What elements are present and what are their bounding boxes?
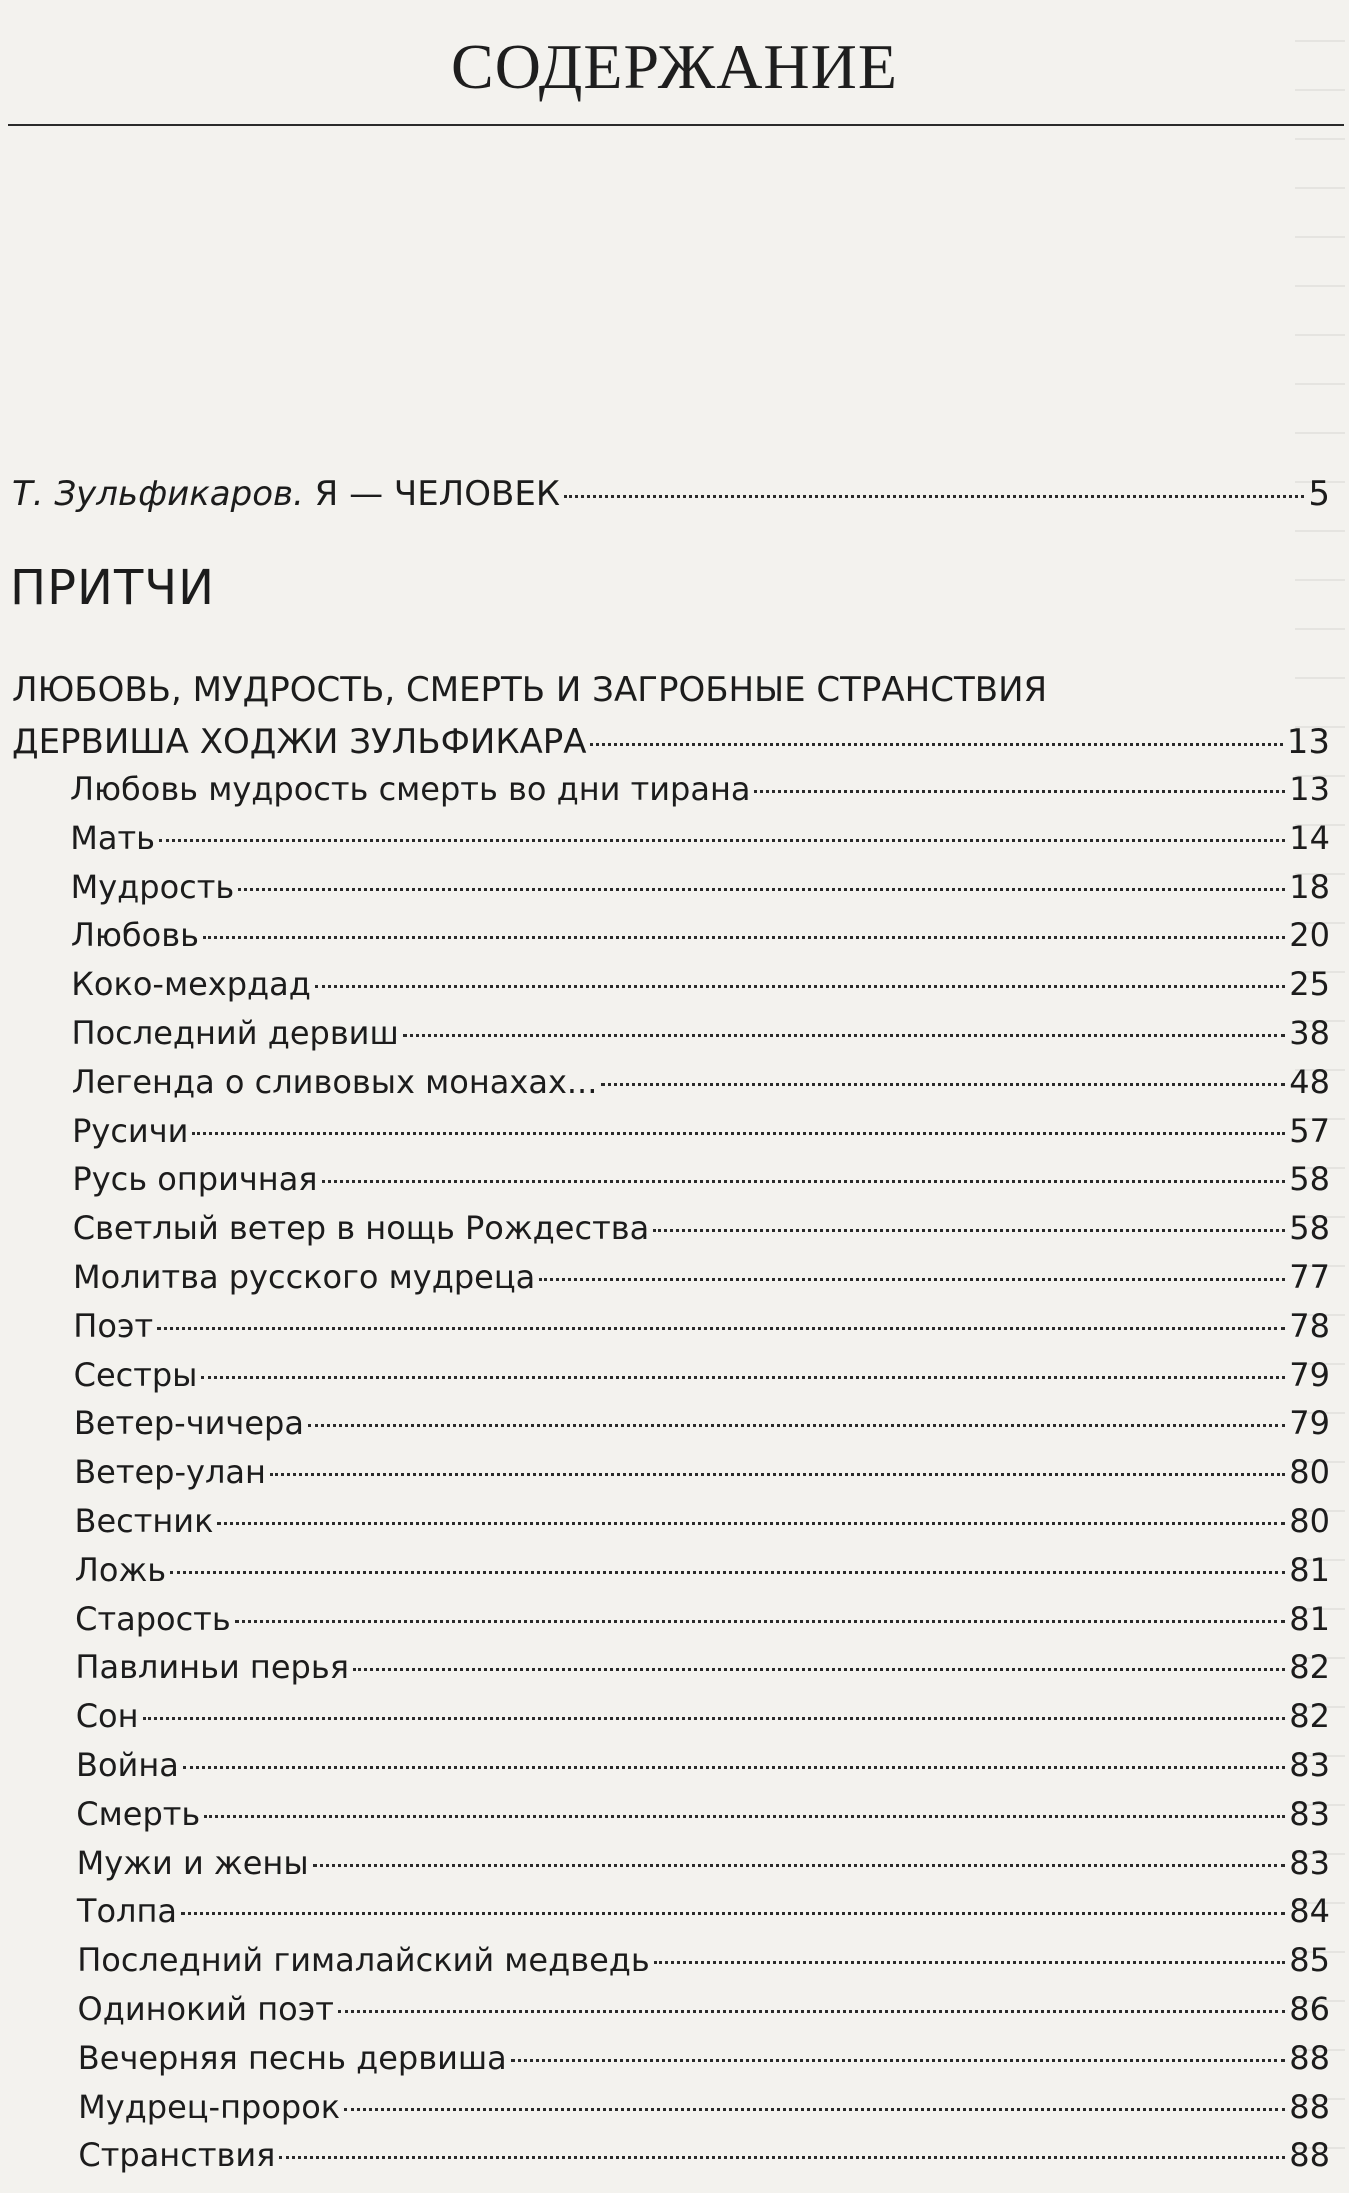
toc-entry: [70, 1204, 1330, 1253]
toc-entry: [70, 2034, 1330, 2083]
toc-entry-page: 20: [1289, 916, 1330, 955]
toc-entry-page: 83: [1289, 1794, 1330, 1833]
toc-entry-title: Странствия: [78, 2136, 276, 2175]
dot-leader: [315, 985, 1285, 988]
toc-entry-page: 83: [1289, 1745, 1330, 1784]
toc-entry: [70, 911, 1330, 960]
toc-entry-title: Война: [76, 1745, 179, 1784]
toc-entry-title: Последний гималайский медведь: [77, 1941, 650, 1980]
dot-leader: [313, 1864, 1286, 1867]
dot-leader: [308, 1424, 1285, 1427]
toc-entry: [70, 1936, 1330, 1985]
toc-entry-page: 79: [1289, 1355, 1330, 1394]
dot-leader: [590, 743, 1282, 746]
page-title: СОДЕРЖАНИЕ: [451, 31, 898, 102]
toc-entry-title: Мудрость: [70, 867, 235, 906]
intro-page: 5: [1308, 474, 1330, 514]
toc-entry-page: 86: [1289, 1989, 1330, 2028]
toc-entry-title: Сон: [75, 1697, 139, 1736]
toc-list: [70, 765, 1330, 2180]
dot-leader: [235, 1620, 1286, 1623]
dot-leader: [192, 1132, 1285, 1135]
toc-entry: [70, 1009, 1330, 1058]
toc-entry: [70, 1790, 1330, 1839]
dot-leader: [159, 839, 1285, 842]
toc-entry: [70, 1497, 1330, 1546]
toc-entry: [70, 765, 1330, 814]
toc-entry-page: 81: [1289, 1550, 1330, 1589]
toc-entry-title: Смерть: [76, 1794, 201, 1833]
dot-leader: [338, 2010, 1285, 2013]
dot-leader: [157, 1327, 1285, 1330]
toc-entry-page: 58: [1289, 1160, 1330, 1199]
dot-leader: [654, 1961, 1286, 1964]
toc-entry: [70, 1058, 1330, 1107]
chapter-title-line2-row: [12, 716, 1330, 768]
dot-leader: [601, 1083, 1285, 1086]
dot-leader: [403, 1034, 1286, 1037]
toc-entry-title: Русь опричная: [72, 1160, 318, 1199]
toc-entry-page: 88: [1289, 2038, 1330, 2077]
toc-entry-title: Павлиньи перья: [75, 1648, 349, 1687]
toc-entry-title: Легенда о сливовых монахах...: [71, 1062, 598, 1101]
toc-entry-page: 88: [1289, 2087, 1330, 2126]
toc-entry: [70, 863, 1330, 912]
toc-entry-page: 85: [1289, 1941, 1330, 1980]
dot-leader: [170, 1571, 1285, 1574]
chapter-title-line2: ДЕРВИША ХОДЖИ ЗУЛЬФИКАРА: [12, 722, 587, 762]
toc-entry-page: 13: [1289, 770, 1330, 808]
toc-entry: [70, 2083, 1330, 2132]
toc-entry: [70, 1448, 1330, 1497]
toc-entry-page: 80: [1289, 1501, 1330, 1540]
toc-entry-title: Ветер-улан: [74, 1453, 266, 1492]
dot-leader: [204, 1815, 1285, 1818]
section-heading: ПРИТЧИ: [10, 560, 216, 616]
toc-entry: [70, 1887, 1330, 1936]
toc-entry-page: 79: [1289, 1404, 1330, 1443]
toc-entry-page: 81: [1289, 1599, 1330, 1638]
toc-entry-title: Сестры: [73, 1355, 198, 1394]
toc-entry: [70, 1155, 1330, 1204]
dot-leader: [270, 1473, 1285, 1476]
toc-entry: [70, 1253, 1330, 1302]
dot-leader: [564, 495, 1304, 498]
intro-author: Т. Зульфикаров.: [12, 474, 304, 514]
dot-leader: [238, 888, 1285, 891]
toc-entry: [70, 1692, 1330, 1741]
toc-entry-title: Поэт: [73, 1306, 154, 1345]
dot-leader: [203, 936, 1285, 939]
toc-entry-page: 57: [1289, 1111, 1330, 1150]
toc-entry: [70, 1985, 1330, 2034]
toc-entry-page: 48: [1289, 1062, 1330, 1101]
dot-leader: [511, 2059, 1286, 2062]
toc-entry: [70, 1839, 1330, 1888]
dot-leader: [539, 1278, 1285, 1281]
dot-leader: [143, 1717, 1286, 1720]
toc-entry: [70, 1595, 1330, 1644]
toc-entry-title: Толпа: [76, 1892, 177, 1931]
chapter-title-line1: ЛЮБОВЬ, МУДРОСТЬ, СМЕРТЬ И ЗАГРОБНЫЕ СТРАНСТВИЯ: [12, 670, 1048, 710]
toc-entry-title: Старость: [75, 1599, 231, 1638]
toc-entry-page: 83: [1289, 1843, 1330, 1882]
toc-entry: [70, 814, 1330, 863]
dot-leader: [217, 1522, 1285, 1525]
toc-entry-page: 14: [1289, 818, 1330, 857]
chapter-entry: [12, 664, 1330, 768]
toc-entry-title: Мать: [70, 818, 156, 857]
dot-leader: [754, 790, 1285, 793]
toc-entry-title: Русичи: [72, 1111, 189, 1150]
intro-entry: [12, 468, 1330, 520]
toc-entry-title: Мужи и жены: [76, 1843, 309, 1882]
toc-entry-page: 25: [1289, 965, 1330, 1004]
toc-entry-title: Любовь: [70, 916, 199, 955]
dot-leader: [201, 1376, 1285, 1379]
dot-leader: [279, 2156, 1285, 2159]
toc-entry: [70, 1741, 1330, 1790]
toc-entry: [70, 1302, 1330, 1351]
title-divider: [8, 124, 1344, 126]
toc-entry-page: 38: [1289, 1013, 1330, 1052]
toc-entry-title: Коко-мехрдад: [71, 965, 311, 1004]
toc-entry-page: 88: [1289, 2136, 1330, 2175]
dot-leader: [353, 1668, 1285, 1671]
toc-entry-page: 77: [1289, 1257, 1330, 1296]
toc-entry-page: 82: [1289, 1697, 1330, 1736]
dot-leader: [653, 1229, 1285, 1232]
dot-leader: [181, 1912, 1285, 1915]
toc-entry-title: Вечерняя песнь дервиша: [77, 2038, 507, 2077]
toc-entry-title: Мудрец-пророк: [78, 2087, 341, 2126]
toc-entry: [70, 1399, 1330, 1448]
toc-entry: [70, 960, 1330, 1009]
dot-leader: [344, 2108, 1285, 2111]
toc-entry: [70, 1351, 1330, 1400]
toc-entry: [70, 1546, 1330, 1595]
toc-entry-page: 82: [1289, 1648, 1330, 1687]
toc-entry-title: Последний дервиш: [71, 1013, 399, 1052]
toc-entry-page: 80: [1289, 1453, 1330, 1492]
toc-entry: [70, 1643, 1330, 1692]
intro-title: Я — ЧЕЛОВЕК: [314, 474, 560, 514]
toc-entry-page: 78: [1289, 1306, 1330, 1345]
toc-entry-title: Ложь: [74, 1550, 167, 1589]
toc-entry: [70, 1107, 1330, 1156]
toc-entry-page: 58: [1289, 1209, 1330, 1248]
toc-entry-page: 18: [1289, 867, 1330, 906]
toc-entry-title: Одинокий поэт: [77, 1989, 334, 2028]
toc-entry-title: Молитва русского мудреца: [73, 1257, 536, 1296]
toc-entry-title: Вестник: [74, 1501, 214, 1540]
toc-entry-title: Любовь мудрость смерть во дни тирана: [70, 770, 751, 808]
toc-entry-title: Светлый ветер в нощь Рождества: [72, 1209, 650, 1248]
dot-leader: [183, 1766, 1285, 1769]
toc-entry-page: 84: [1289, 1892, 1330, 1931]
dot-leader: [322, 1180, 1286, 1183]
toc-entry: [70, 2131, 1330, 2180]
chapter-page: 13: [1286, 722, 1330, 762]
toc-entry-title: Ветер-чичера: [73, 1404, 304, 1443]
